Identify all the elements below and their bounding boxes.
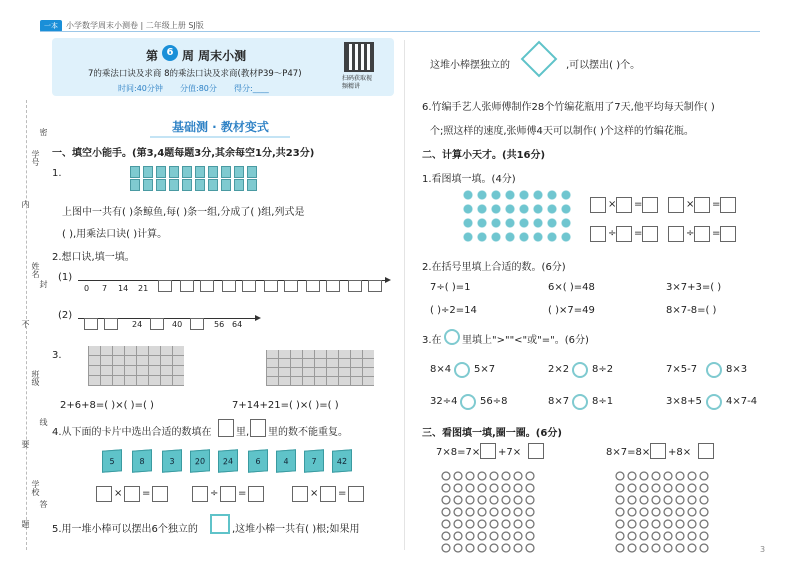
op-sign: = bbox=[338, 488, 347, 499]
q1-text-line2: ( ),用乘法口诀( )计算。 bbox=[62, 229, 168, 240]
op-sign: = bbox=[238, 488, 247, 499]
q3-equation-2: 7+14+21=( )×( )=( ) bbox=[232, 400, 339, 411]
binding-label-name: 姓名 bbox=[31, 262, 40, 278]
week-prefix: 第 bbox=[146, 49, 159, 63]
compare-circle[interactable] bbox=[572, 362, 588, 378]
op-sign: × bbox=[686, 199, 695, 210]
answer-box-sample bbox=[218, 419, 234, 437]
answer-box[interactable] bbox=[192, 486, 208, 502]
score-total-info: 分值:80分 bbox=[180, 84, 217, 93]
compare-left: 8×4 bbox=[430, 364, 452, 375]
answer-box[interactable] bbox=[200, 280, 214, 292]
op-sign: ÷ bbox=[210, 488, 219, 499]
section-underline bbox=[150, 136, 290, 138]
whale-picture bbox=[130, 164, 270, 192]
compare-right: 4×7-4 bbox=[726, 396, 758, 407]
dot-grid-left[interactable] bbox=[440, 470, 536, 554]
answer-box[interactable] bbox=[104, 318, 118, 330]
equation: 8×7-8=( ) bbox=[666, 305, 717, 316]
test-subtitle: 7的乘法口诀及求商 8的乘法口诀及求商(教材P39～P47) bbox=[88, 69, 302, 79]
answer-box[interactable] bbox=[96, 486, 112, 502]
op-sign: = bbox=[142, 488, 151, 499]
binding-mark: 不 bbox=[21, 320, 30, 328]
number-line-2-tick: 64 bbox=[232, 320, 243, 329]
week-title: 周 周末小测 bbox=[182, 49, 247, 63]
score-got-info: 得分:____ bbox=[234, 84, 269, 93]
binding-mark: 线 bbox=[39, 418, 48, 426]
equation: 6×( )=48 bbox=[548, 282, 595, 293]
op-sign: × bbox=[310, 488, 319, 499]
equation: 3×7+3=( ) bbox=[666, 282, 722, 293]
answer-box[interactable] bbox=[264, 280, 278, 292]
book-title: 小学数学周末小测卷 | 二年级上册 SJ版 bbox=[66, 21, 204, 30]
whale-image bbox=[208, 166, 218, 178]
compare-right: 8×3 bbox=[726, 364, 748, 375]
q5-text-b: ,这堆小棒一共有( )根;如果用 bbox=[232, 524, 360, 535]
diamond-shape-icon bbox=[521, 41, 558, 78]
op-sign: ÷ bbox=[686, 228, 695, 239]
answer-box[interactable] bbox=[180, 280, 194, 292]
answer-box[interactable] bbox=[248, 486, 264, 502]
compare-left: 32÷4 bbox=[430, 396, 458, 407]
answer-box[interactable] bbox=[590, 197, 606, 213]
binding-mark: 密 bbox=[39, 128, 48, 136]
answer-box[interactable] bbox=[306, 280, 320, 292]
op-sign: = bbox=[634, 199, 643, 210]
number-line-2-tick: 24 bbox=[132, 320, 143, 329]
number-line-1-arrow bbox=[385, 277, 391, 283]
q6-line1: 6.竹编手艺人张师傅制作28个竹编花瓶用了7天,他平均每天制作( ) bbox=[422, 102, 715, 113]
whale-image bbox=[234, 179, 244, 191]
number-card[interactable]: 7 bbox=[304, 449, 324, 472]
op-sign: × bbox=[608, 199, 617, 210]
answer-box[interactable] bbox=[242, 280, 256, 292]
binding-mark: 内 bbox=[21, 200, 30, 208]
answer-box[interactable] bbox=[320, 486, 336, 502]
section-2-title: 二、计算小天才。(共16分) bbox=[422, 150, 546, 161]
answer-box[interactable] bbox=[368, 280, 382, 292]
q5-cont-b: ,可以摆出( )个。 bbox=[566, 60, 641, 71]
s3-equation-2: 8×7=8× bbox=[606, 447, 651, 458]
q2-title: 2.想口诀,填一填。 bbox=[52, 252, 135, 263]
cube-stack-right bbox=[266, 350, 374, 386]
answer-box[interactable] bbox=[720, 197, 736, 213]
answer-box[interactable] bbox=[158, 280, 172, 292]
answer-box[interactable] bbox=[650, 443, 666, 459]
binding-mark: 答 bbox=[39, 500, 48, 508]
whale-image bbox=[143, 166, 153, 178]
number-line-1-tick: 21 bbox=[138, 284, 149, 293]
op-sign: = bbox=[712, 199, 721, 210]
answer-box[interactable] bbox=[642, 226, 658, 242]
s2-q3-title-a: 3.在 bbox=[422, 335, 442, 346]
s2-q2-title: 2.在括号里填上合适的数。(6分) bbox=[422, 262, 566, 273]
number-line-1-tick: 7 bbox=[102, 284, 108, 293]
compare-right: 8÷2 bbox=[592, 364, 614, 375]
compare-left: 8×7 bbox=[548, 396, 570, 407]
q4-title-a: 4.从下面的卡片中选出合适的数填在 bbox=[52, 427, 212, 438]
number-line-1-tick: 0 bbox=[84, 284, 90, 293]
binding-mark: 要 bbox=[21, 440, 30, 448]
binding-label-school: 学校 bbox=[31, 480, 40, 496]
section-1-title: 一、填空小能手。(第3,4题每题3分,其余每空1分,共23分) bbox=[52, 148, 315, 159]
op-sign: = bbox=[634, 228, 643, 239]
binding-mark: 题 bbox=[21, 520, 30, 528]
s2-q3-title-b: 里填上">""<"或"="。(6分) bbox=[462, 335, 589, 346]
whale-image bbox=[169, 166, 179, 178]
tree-picture bbox=[462, 190, 574, 246]
s3-equation-1-b: +7× bbox=[498, 447, 522, 458]
answer-box[interactable] bbox=[698, 443, 714, 459]
time-info: 时间:40分钟 bbox=[118, 84, 163, 93]
column-divider bbox=[404, 40, 405, 550]
number-card[interactable]: 8 bbox=[132, 449, 152, 472]
q3-equation-1: 2+6+8=( )×( )=( ) bbox=[60, 400, 154, 411]
number-card[interactable]: 24 bbox=[218, 449, 238, 472]
number-line-1-tick: 14 bbox=[118, 284, 129, 293]
equation: ( )÷2=14 bbox=[430, 305, 477, 316]
compare-right: 5×7 bbox=[474, 364, 496, 375]
answer-box[interactable] bbox=[590, 226, 606, 242]
q3-number: 3. bbox=[52, 350, 62, 361]
number-card[interactable]: 5 bbox=[102, 449, 122, 472]
whale-image bbox=[195, 166, 205, 178]
compare-circle[interactable] bbox=[706, 362, 722, 378]
number-card[interactable]: 3 bbox=[162, 449, 182, 472]
answer-box[interactable] bbox=[220, 486, 236, 502]
number-line-2-tick: 56 bbox=[214, 320, 225, 329]
binding-label-class: 班级 bbox=[31, 370, 40, 386]
compare-left: 2×2 bbox=[548, 364, 570, 375]
binding-mark: 封 bbox=[39, 280, 48, 288]
compare-right: 8÷1 bbox=[592, 396, 614, 407]
compare-left: 7×5-7 bbox=[666, 364, 698, 375]
compare-circle[interactable] bbox=[460, 394, 476, 410]
number-card[interactable]: 4 bbox=[276, 449, 296, 472]
answer-box[interactable] bbox=[124, 486, 140, 502]
answer-box[interactable] bbox=[84, 318, 98, 330]
whale-image bbox=[247, 166, 257, 178]
whale-image bbox=[130, 166, 140, 178]
whale-image bbox=[182, 179, 192, 191]
number-card[interactable]: 20 bbox=[190, 449, 210, 472]
whale-image bbox=[143, 179, 153, 191]
binding-label-student-id: 学号 bbox=[31, 150, 40, 166]
equation: 7÷( )=1 bbox=[430, 282, 471, 293]
number-line-2-arrow bbox=[255, 315, 261, 321]
compare-right: 56÷8 bbox=[480, 396, 508, 407]
whale-image bbox=[247, 179, 257, 191]
answer-box[interactable] bbox=[222, 280, 236, 292]
qr-code[interactable] bbox=[344, 42, 374, 72]
s3-equation-2-b: +8× bbox=[668, 447, 692, 458]
whale-image bbox=[130, 179, 140, 191]
number-line-1-label: (1) bbox=[58, 272, 73, 283]
answer-box[interactable] bbox=[616, 226, 632, 242]
answer-box[interactable] bbox=[190, 318, 204, 330]
answer-box[interactable] bbox=[642, 197, 658, 213]
compare-circle[interactable] bbox=[572, 394, 588, 410]
dot-grid-right[interactable] bbox=[614, 470, 710, 554]
cube-stack-left bbox=[88, 346, 184, 386]
square-shape-icon bbox=[210, 514, 230, 534]
section-3-title: 三、看图填一填,圈一圈。(6分) bbox=[422, 428, 562, 439]
answer-box[interactable] bbox=[694, 197, 710, 213]
whale-image bbox=[208, 179, 218, 191]
s2-q1-title: 1.看图填一填。(4分) bbox=[422, 174, 516, 185]
q4-title-b: 里, bbox=[236, 427, 250, 438]
whale-image bbox=[182, 166, 192, 178]
compare-circle[interactable] bbox=[454, 362, 470, 378]
answer-box[interactable] bbox=[480, 443, 496, 459]
s3-equation-1: 7×8=7× bbox=[436, 447, 481, 458]
answer-box[interactable] bbox=[694, 226, 710, 242]
page-number: 3 bbox=[760, 545, 766, 554]
answer-box[interactable] bbox=[292, 486, 308, 502]
number-line-2-label: (2) bbox=[58, 310, 73, 321]
answer-box[interactable] bbox=[348, 280, 362, 292]
number-line-2-tick: 40 bbox=[172, 320, 183, 329]
compare-circle-sample bbox=[444, 329, 460, 345]
q5-text-a: 5.用一堆小棒可以摆出6个独立的 bbox=[52, 524, 198, 535]
qr-caption: 扫码获取视频精讲 bbox=[342, 75, 373, 90]
whale-image bbox=[195, 179, 205, 191]
answer-box[interactable] bbox=[326, 280, 340, 292]
op-sign: = bbox=[712, 228, 721, 239]
q5-cont-a: 这堆小棒摆独立的 bbox=[430, 60, 510, 71]
answer-box[interactable] bbox=[528, 443, 544, 459]
whale-image bbox=[169, 179, 179, 191]
op-sign: ÷ bbox=[608, 228, 617, 239]
answer-box[interactable] bbox=[668, 226, 684, 242]
answer-box[interactable] bbox=[720, 226, 736, 242]
equation: ( )×7=49 bbox=[548, 305, 595, 316]
answer-box[interactable] bbox=[348, 486, 364, 502]
number-card[interactable]: 6 bbox=[248, 449, 268, 472]
answer-box[interactable] bbox=[150, 318, 164, 330]
section-banner: 基础测 · 教材变式 bbox=[172, 120, 269, 134]
answer-box[interactable] bbox=[152, 486, 168, 502]
whale-image bbox=[234, 166, 244, 178]
q1-number: 1. bbox=[52, 168, 62, 179]
answer-box[interactable] bbox=[668, 197, 684, 213]
answer-box[interactable] bbox=[284, 280, 298, 292]
brand-badge: 一本 bbox=[40, 20, 62, 32]
whale-image bbox=[221, 166, 231, 178]
op-sign: × bbox=[114, 488, 123, 499]
answer-box[interactable] bbox=[616, 197, 632, 213]
compare-circle[interactable] bbox=[706, 394, 722, 410]
q1-text-line1: 上图中一共有( )条鲸鱼,每( )条一组,分成了( )组,列式是 bbox=[62, 207, 305, 218]
whale-image bbox=[156, 179, 166, 191]
number-card[interactable]: 42 bbox=[332, 449, 352, 472]
answer-box-sample bbox=[250, 419, 266, 437]
q4-title-c: 里的数不能重复。 bbox=[268, 427, 348, 438]
compare-left: 3×8+5 bbox=[666, 396, 702, 407]
header-rule bbox=[40, 31, 760, 32]
week-number-badge: 6 bbox=[162, 45, 178, 61]
whale-image bbox=[156, 166, 166, 178]
whale-image bbox=[221, 179, 231, 191]
q6-line2: 个;照这样的速度,张师傅4天可以制作( )个这样的竹编花瓶。 bbox=[430, 126, 694, 137]
